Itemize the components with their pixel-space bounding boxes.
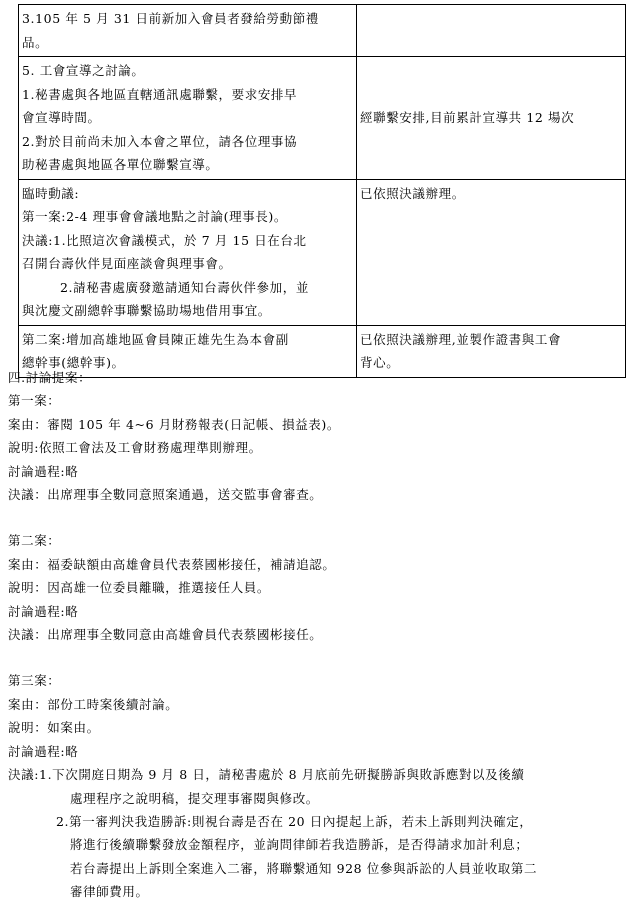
case-1-resolution: 決議：出席理事全數同意照案通過，送交監事會審查。 [8, 487, 323, 503]
case-3-resolution-2-cont: 將進行後續聯繫發放金額程序，並詢問律師若我造勝訴，是否得請求加計利息； [70, 837, 529, 853]
case-1-reason: 案由：審閱 105 年 4~6 月財務報表(日記帳、損益表)。 [8, 416, 340, 432]
case-2-resolution: 決議：出席理事全數同意由高雄會員代表蔡國彬接任。 [8, 627, 323, 643]
case-1-explanation: 說明:依照工會法及工會財務處理準則辦理。 [8, 440, 262, 456]
table-cell-status: 經聯繫安排,目前累計宣導共 12 場次 [357, 57, 626, 180]
table-cell-item: 第二案:增加高雄地區會員陳正雄先生為本會副 總幹事(總幹事)。 [19, 325, 357, 377]
case-3-resolution-2-cont: 若台壽提出上訴則全案進入二審，將聯繫通知 928 位參與訴訟的人員並收取第二 [70, 860, 538, 876]
case-3-explanation: 說明：如案由。 [8, 720, 100, 736]
case-3-title: 第三案： [8, 673, 61, 689]
case-2-process: 討論過程:略 [8, 603, 79, 619]
table-cell-item: 臨時動議: 第一案:2-4 理事會會議地點之討論(理事長)。 決議:1.比照這次會議模式，於 7 月 15 日在台北 召開台壽伙伴見面座談會與理事會。 2.請秘書處廣發邀請通知台壽伙伴參加，並 與沈慶文副總幹事聯繫協助場地借用事宜。 [19, 179, 357, 325]
table-cell-item: 3.105 年 5 月 31 日前新加入會員者發給勞動節禮 品。 [19, 5, 357, 57]
discussion-section [8, 366, 537, 904]
case-3-process: 討論過程:略 [8, 743, 79, 759]
table-cell-status: 已依照決議辦理,並製作證書與工會 背心。 [357, 325, 626, 377]
resolution-tracking-table [18, 4, 626, 378]
case-1-title: 第一案： [8, 393, 61, 409]
case-2-title: 第二案： [8, 533, 61, 549]
table-row [19, 179, 626, 325]
case-2-explanation: 說明：因高雄一位委員離職，推選接任人員。 [8, 580, 271, 596]
section-heading: 四.討論提案： [8, 370, 92, 385]
table-cell-status [357, 5, 626, 57]
table-row [19, 5, 626, 57]
case-3-resolution-2-cont: 審律師費用。 [70, 884, 149, 900]
case-3-resolution-1-cont: 處理程序之說明稿，提交理事審閱與修改。 [70, 790, 319, 806]
case-3-resolution-2: 2.第一審判決我造勝訴:則視台壽是否在 20 日內提起上訴，若未上訴則判決確定， [56, 813, 533, 829]
case-1-process: 討論過程:略 [8, 463, 79, 479]
table-cell-status: 已依照決議辦理。 [357, 179, 626, 325]
case-3-reason: 案由：部份工時案後續討論。 [8, 696, 179, 712]
case-3-resolution-1: 決議:1.下次開庭日期為 9 月 8 日，請秘書處於 8 月底前先研擬勝訴與敗訴應對以及後續 [8, 767, 525, 783]
document-page [6, 4, 622, 378]
table-cell-item: 5. 工會宣導之討論。 1.秘書處與各地區直轄通訊處聯繫，要求安排早 會宣導時間。 2.對於目前尚未加入本會之單位，請各位理事協 助秘書處與地區各單位聯繫宣導。 [19, 57, 357, 180]
case-2-reason: 案由：福委缺額由高雄會員代表蔡國彬接任，補請追認。 [8, 556, 336, 572]
table-row [19, 57, 626, 180]
